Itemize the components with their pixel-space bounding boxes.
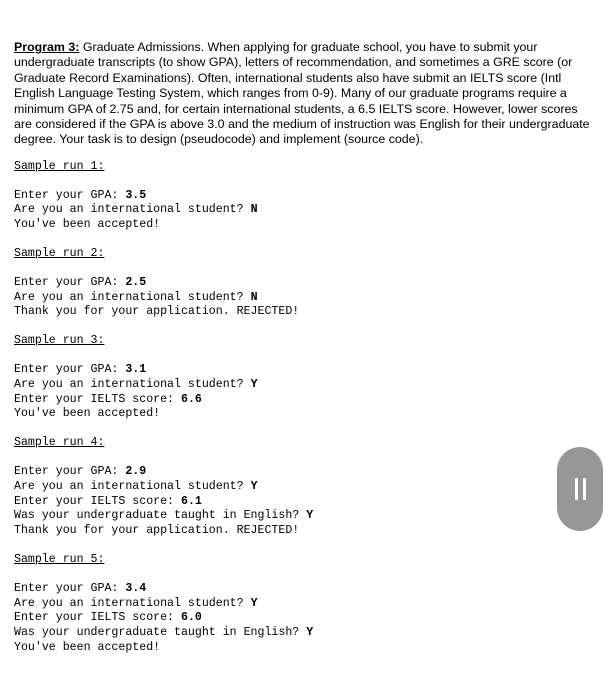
handle-bar: [583, 478, 586, 500]
console-answer: 2.5: [125, 275, 147, 289]
sample-runs: [14, 160, 594, 656]
console-line: [14, 611, 594, 626]
console-answer: 3.1: [125, 363, 147, 377]
console-prompt: Are you an international student?: [14, 596, 251, 610]
console-answer: N: [250, 203, 258, 217]
console-line: [14, 626, 594, 641]
console-answer: 6.6: [180, 392, 202, 406]
console-prompt: Thank you for your application. REJECTED!: [14, 305, 300, 319]
problem-statement: [14, 40, 594, 148]
console-answer: 6.0: [180, 611, 202, 625]
console-prompt: Are you an international student?: [14, 377, 251, 391]
console-prompt: Enter your IELTS score:: [14, 392, 181, 406]
problem-title: Program 3:: [14, 40, 80, 54]
console-prompt: Was your undergraduate taught in English?: [14, 626, 307, 640]
console-prompt: Enter your GPA:: [14, 275, 126, 289]
console-answer: Y: [306, 626, 314, 640]
handle-bar: [575, 478, 578, 500]
console-prompt: Enter your GPA:: [14, 363, 126, 377]
sample-run-heading: Sample run 5:: [14, 552, 105, 566]
console-answer: Y: [250, 377, 258, 391]
console-line: [14, 363, 594, 378]
console-answer: 6.1: [180, 494, 202, 508]
sample-run: [14, 247, 594, 320]
console-prompt: Enter your IELTS score:: [14, 494, 181, 508]
console-answer: Y: [306, 509, 314, 523]
console-answer: Y: [250, 596, 258, 610]
console-prompt: Enter your GPA:: [14, 188, 126, 202]
console-line: [14, 480, 594, 495]
console-prompt: You've been accepted!: [14, 218, 161, 232]
console-line: [14, 465, 594, 480]
console-prompt: Are you an international student?: [14, 290, 251, 304]
console-line: [14, 393, 594, 408]
console-prompt: Are you an international student?: [14, 479, 251, 493]
console-prompt: Are you an international student?: [14, 203, 251, 217]
console-prompt: You've been accepted!: [14, 640, 161, 654]
console-line: [14, 203, 594, 218]
console-line: [14, 407, 594, 422]
console-prompt: Was your undergraduate taught in English?: [14, 509, 307, 523]
console-prompt: You've been accepted!: [14, 407, 161, 421]
document-page: [14, 40, 594, 656]
console-line: [14, 495, 594, 510]
sample-run: [14, 334, 594, 422]
console-prompt: Enter your GPA:: [14, 465, 126, 478]
console-answer: N: [250, 290, 258, 304]
console-line: [14, 509, 594, 524]
sample-run: [14, 553, 594, 656]
console-line: [14, 582, 594, 597]
sample-run: [14, 436, 594, 539]
console-answer: Y: [250, 479, 258, 493]
console-line: [14, 305, 594, 320]
console-prompt: Enter your GPA:: [14, 581, 126, 595]
console-answer: 3.5: [125, 188, 147, 202]
console-prompt: Thank you for your application. REJECTED!: [14, 524, 300, 538]
console-line: [14, 291, 594, 306]
sample-run-heading: Sample run 2:: [14, 247, 105, 261]
console-line: [14, 597, 594, 612]
console-answer: 3.4: [125, 581, 147, 595]
console-line: [14, 276, 594, 291]
drag-handle-icon[interactable]: [557, 447, 603, 531]
console-line: [14, 378, 594, 393]
sample-run-heading: Sample run 4:: [14, 436, 105, 450]
console-line: [14, 524, 594, 539]
sample-run: [14, 160, 594, 233]
problem-text: Graduate Admissions. When applying for graduate school, you have to submit your undergraduate transcripts (to show GPA), letters of recommendation, and sometimes a GRE score (or Graduate Record Examinations). Often, international students also have submit an IELTS score (Intl English Language Testing System, which ranges from 0-9). Many of our graduate programs require a minimum GPA of 2.75 and, for certain international students, a 6.5 IELTS score. However, lower scores are considered if the GPA is above 3.0 and the medium of instruction was English for their undergraduate degree. Your task is to design (pseudocode) and implement (source code).: [14, 40, 590, 147]
sample-run-heading: Sample run 1:: [14, 159, 105, 173]
console-prompt: Enter your IELTS score:: [14, 611, 181, 625]
console-line: [14, 218, 594, 233]
console-answer: 2.9: [125, 465, 147, 478]
console-line: [14, 641, 594, 656]
sample-run-heading: Sample run 3:: [14, 334, 105, 348]
console-line: [14, 189, 594, 204]
